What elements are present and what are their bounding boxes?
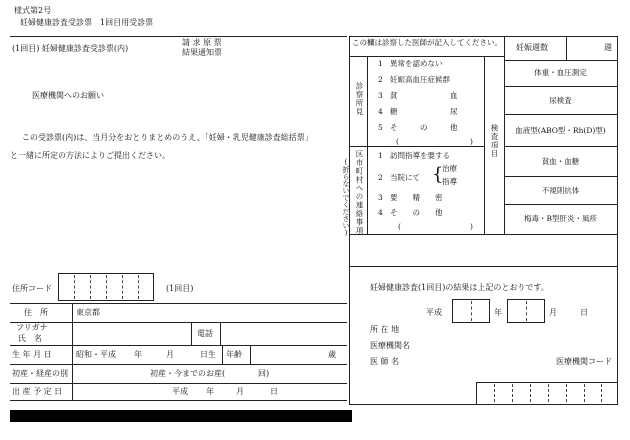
contact-num-1: 1 (378, 151, 383, 160)
phone-label: 電話 (197, 329, 213, 338)
due-month-unit: 月 (236, 387, 244, 396)
guidance-option[interactable]: 指導 (442, 177, 457, 186)
contact-item-3[interactable]: 要 精 密 (390, 193, 443, 202)
dob-era[interactable]: 昭和・平成 (76, 350, 116, 359)
contact-item-2[interactable]: 当院にて (390, 173, 420, 182)
finding-paren-close: ) (470, 137, 473, 146)
findings-label: 診察所見 (355, 82, 364, 116)
contact-paren-open: ( (398, 222, 401, 231)
contact-paren-close: ) (470, 222, 473, 231)
due-date-label: 出 産 予 定 日 (12, 387, 63, 396)
contact-item-1[interactable]: 訪問指導を要する (390, 151, 450, 160)
exam-item-5[interactable]: 不規則抗体 (541, 186, 580, 195)
form-number: 様式第2号 (14, 6, 52, 15)
exam-items-label: 検査項目 (490, 124, 499, 158)
due-day-unit: 日 (270, 387, 278, 396)
gestational-weeks-unit: 週 (604, 43, 612, 52)
result-statement: 妊婦健康診査(1回目)の結果は上記のとおりです。 (370, 283, 549, 292)
location-label: 所 在 地 (370, 325, 400, 334)
parity-label: 初産・経産の別 (12, 369, 68, 378)
billing-label: 請 求 原 票 (182, 38, 222, 47)
contact-num-2: 2 (378, 173, 383, 182)
result-year-unit: 年 (494, 308, 502, 317)
finding-item-3[interactable]: 貧 血 (390, 91, 458, 100)
address-label: 住 所 (24, 308, 48, 317)
age-unit: 歳 (328, 350, 336, 359)
due-date-era[interactable]: 平成 (172, 387, 188, 396)
finding-item-4[interactable]: 糖 尿 (390, 107, 458, 116)
dob-year-unit: 年 (134, 350, 142, 359)
result-day-unit: 日 (580, 308, 588, 317)
finding-item-2[interactable]: 妊娠高血圧症候群 (390, 75, 450, 84)
institution-code-label: 医療機関コード (556, 357, 612, 366)
result-notice-label: 結果通知票 (182, 48, 222, 57)
address-code-label: 住所コード (12, 284, 52, 293)
result-date-era: 平成 (426, 308, 442, 317)
institution-name-label: 医療機関名 (370, 341, 410, 350)
finding-num-1: 1 (378, 59, 383, 68)
institution-code-input[interactable] (476, 382, 617, 404)
exam-item-3[interactable]: 血液型(ABO型・Rh(D)型) (515, 126, 606, 135)
gestational-weeks-label: 妊娠週数 (516, 43, 548, 52)
finding-item-1[interactable]: 異常を認めない (390, 59, 443, 68)
dob-month-unit: 月 (166, 350, 174, 359)
bottom-black-bar (10, 410, 352, 422)
exam-item-1[interactable]: 体重・血圧測定 (534, 68, 587, 77)
parity-value[interactable]: 初産・今までのお産( (150, 369, 226, 378)
finding-item-5[interactable]: そ の 他 (390, 123, 458, 132)
due-year-unit: 年 (206, 387, 214, 396)
finding-paren-open: ( (396, 137, 399, 146)
exam-item-4[interactable]: 貧血・血糖 (541, 157, 580, 166)
request-heading: 医療機関へのお願い (32, 91, 104, 100)
finding-num-4: 4 (378, 107, 383, 116)
finding-num-5: 5 (378, 123, 383, 132)
instruction-line-2: と一緒に所定の方法によりご提出ください。 (10, 151, 170, 160)
dob-day-unit: 日生 (200, 350, 216, 359)
name-label: 氏 名 (18, 334, 42, 343)
exam-item-2[interactable]: 尿検査 (549, 96, 572, 105)
contact-num-3: 3 (378, 193, 383, 202)
municipal-contact-label: 区市町村への連絡事項 (355, 150, 364, 235)
brace-icon: { (432, 164, 444, 185)
contact-item-4[interactable]: そ の 他 (390, 208, 443, 217)
doctor-name-label: 医 師 名 (370, 357, 400, 366)
dob-label: 生 年 月 日 (12, 350, 52, 359)
instruction-line-1: この受診票(内)は、当月分をおとりまとめのうえ、「妊婦・乳児健康診査総括票」 (22, 133, 313, 142)
treatment-option[interactable]: 治療 (442, 164, 457, 173)
furigana-label: フリガナ (16, 323, 48, 332)
finding-num-2: 2 (378, 75, 383, 84)
result-month-unit: 月 (549, 308, 557, 317)
age-label: 年齢 (226, 350, 242, 359)
address-value[interactable]: 東京都 (76, 308, 100, 317)
form-header-label: (1回目) 妊婦健康診査受診票(内) (12, 44, 129, 53)
contact-num-4: 4 (378, 208, 383, 217)
fold-warning: (折らないでください) (342, 158, 350, 237)
parity-times-unit: 回) (258, 369, 270, 378)
round-label: (1回目) (166, 284, 194, 293)
form-subtitle: 妊婦健康診査受診票 1回目用受診票 (20, 18, 154, 27)
doctor-notice: この欄は診察した医師が記入してください。 (352, 38, 502, 47)
finding-num-3: 3 (378, 91, 383, 100)
exam-item-6[interactable]: 梅毒・B型肝炎・風疹 (523, 214, 597, 223)
